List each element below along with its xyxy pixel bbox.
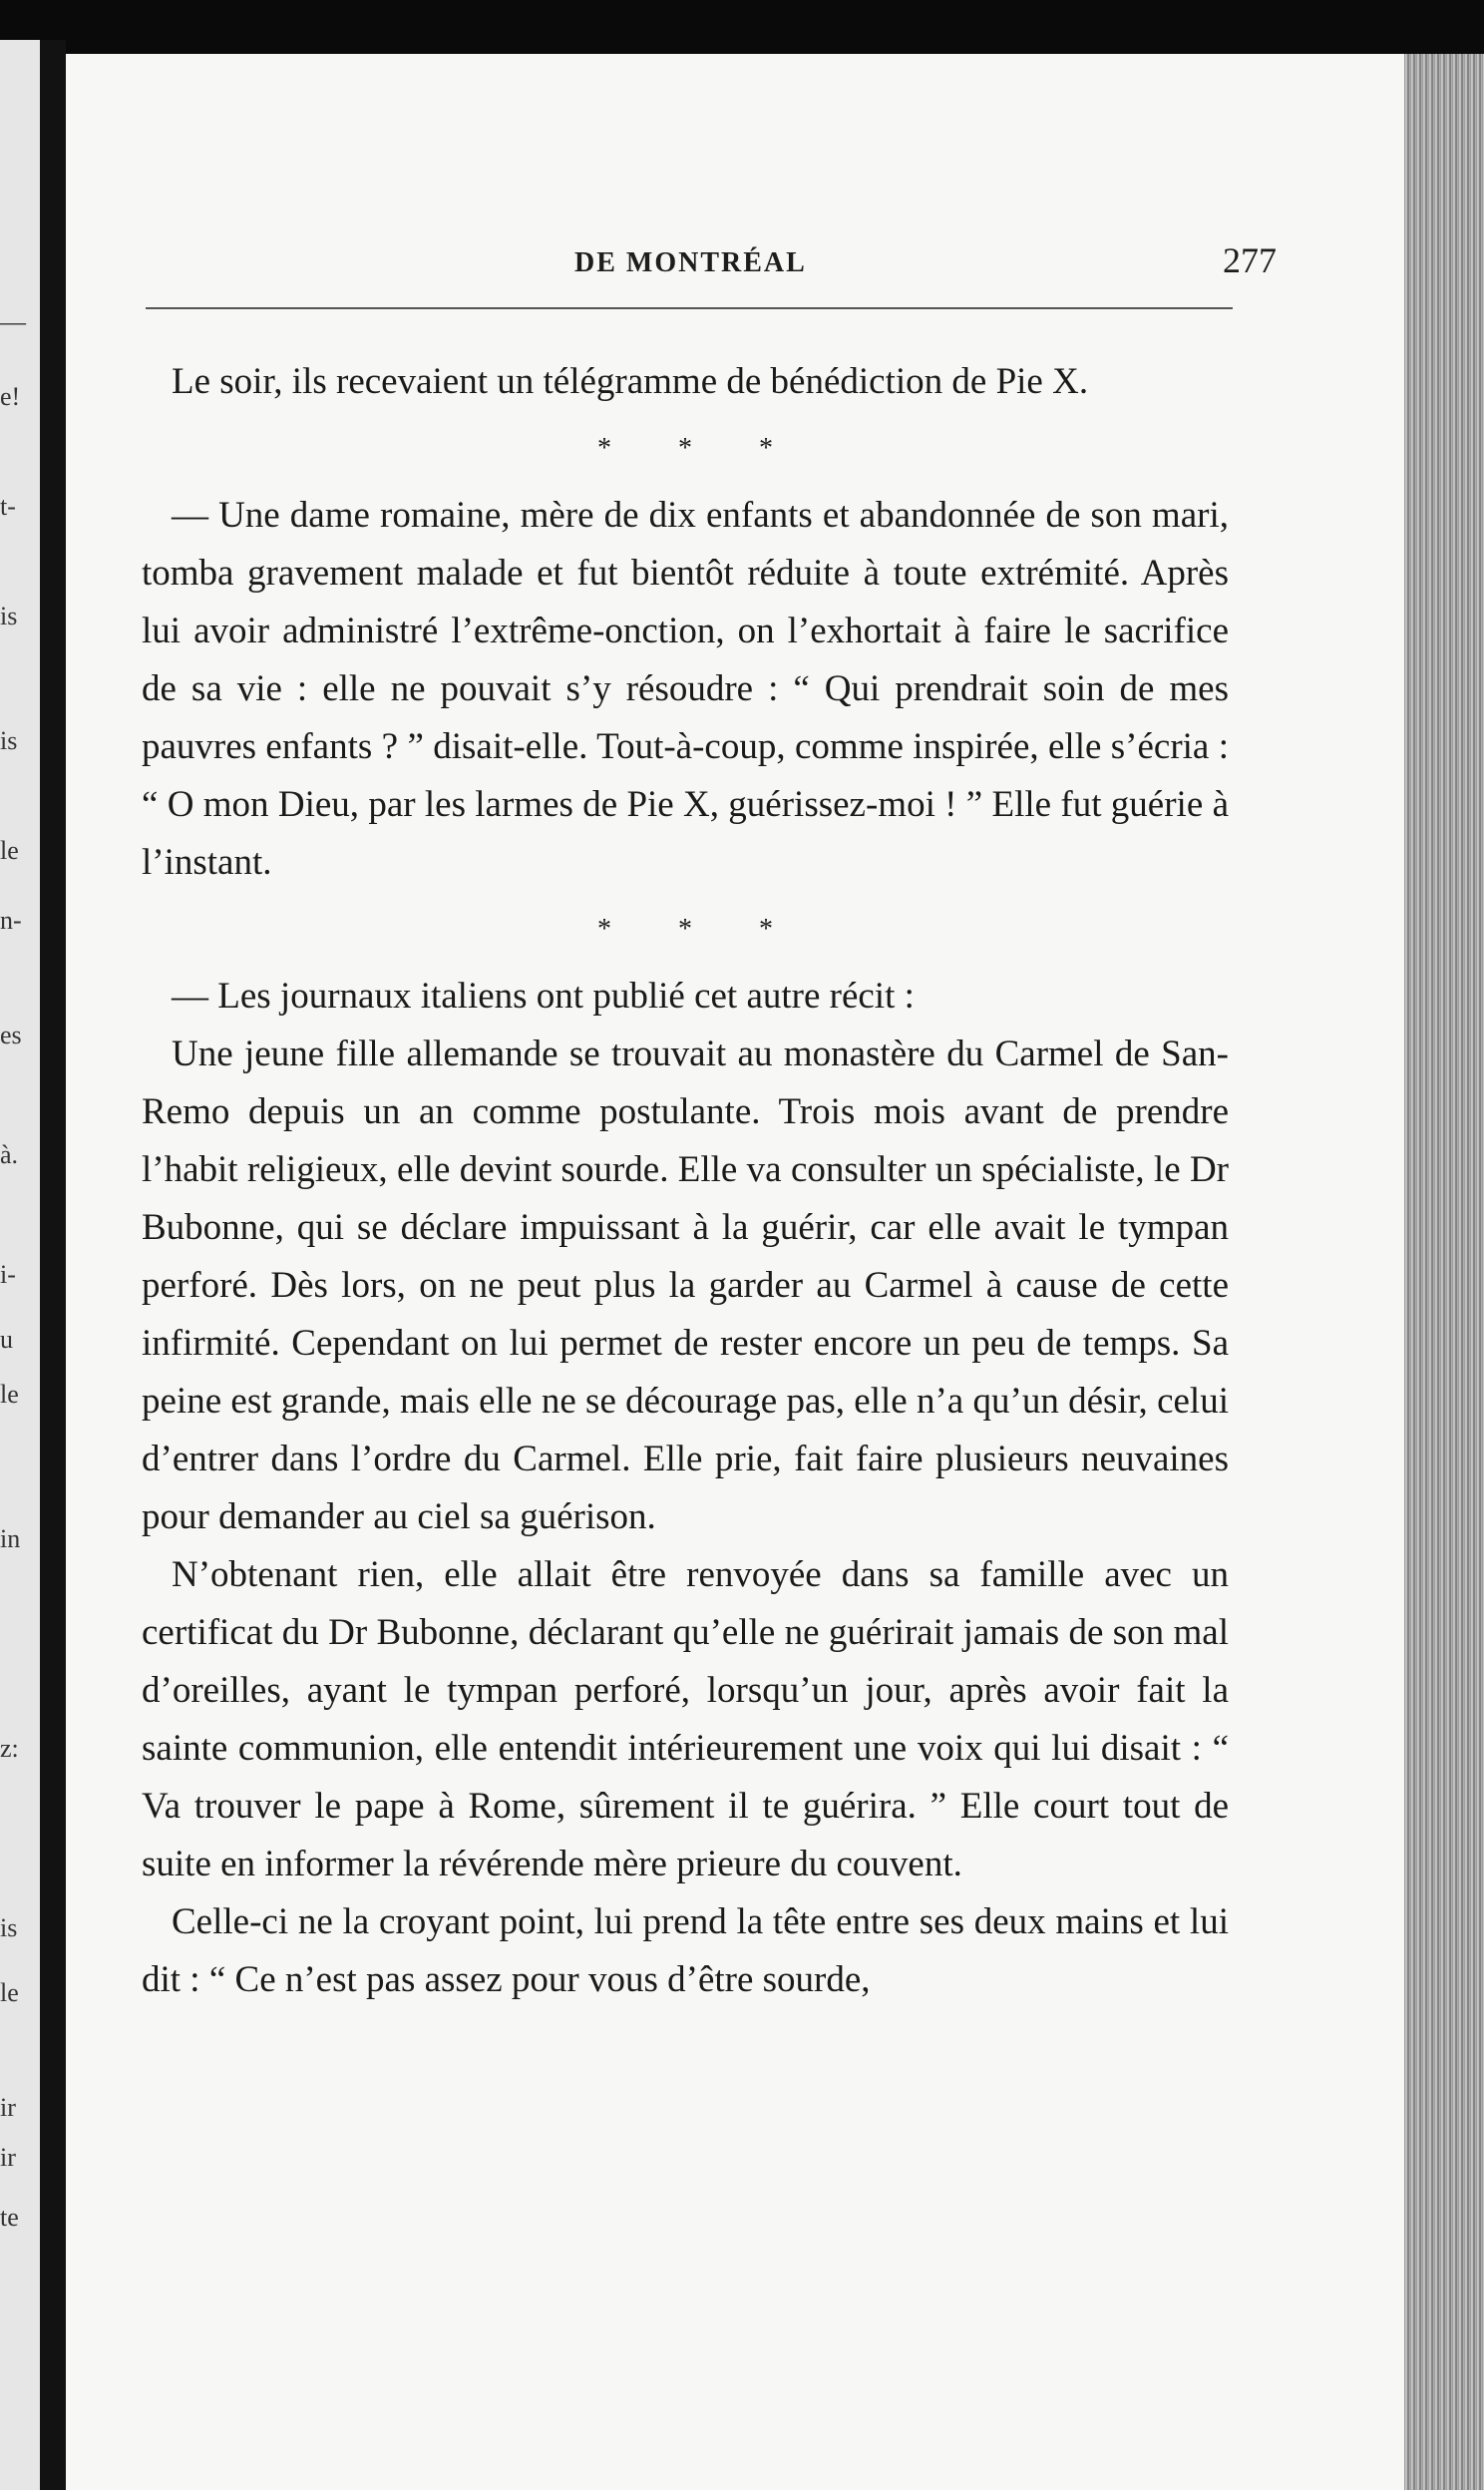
paragraph: — Une dame romaine, mère de dix enfants et abandonnée de son mari, tomba gravement malade et fut bientôt réduite à toute extrémité. Après lui avoir administré l’extrême-onction, on l’exhortait à faire le sacrifice de sa vie : elle ne pouvait s’y résoudre : “ Qui prendrait soin de mes pauvres enfants ? ” disait-elle. Tout-à-coup, comme inspirée, elle s’écria : “ O mon Dieu, par les larmes de Pie X, guérissez-moi ! ” Elle fut guérie à l’instant. <box>142 495 1229 883</box>
facing-page-fragment: t- <box>0 492 16 521</box>
facing-page-fragment: is <box>0 726 18 755</box>
page-number: 277 <box>1223 240 1277 280</box>
facing-page-fragment: — <box>0 307 26 336</box>
paragraph: Une jeune fille allemande se trouvait au monastère du Carmel de San-Remo depuis un an comme postulante. Trois mois avant de prendre l’habit religieux, elle devint sourde. Elle va consulter un spécialiste, le Dr Bubonne, qui se déclare impuissant à la guérir, car elle avait le tympan perforé. Dès lors, on ne peut plus la garder au Carmel à cause de cette infirmité. Cependant on lui permet de rester encore un peu de temps. Sa peine est grande, mais elle ne se décourage pas, elle n’a qu’un désir, celui d’entrer dans l’ordre du Carmel. Elle prie, fait faire plusieurs neuvaines pour demander au ciel sa guérison. <box>142 1034 1229 1537</box>
running-head <box>146 200 1277 280</box>
facing-page-fragment: u <box>0 1325 13 1354</box>
paragraph: Celle-ci ne la croyant point, lui prend la tête entre ses deux mains et lui dit : “ Ce n’est pas assez pour vous d’être sourde, <box>142 1901 1229 2000</box>
page-stack-edge <box>1404 54 1484 2490</box>
body-text <box>142 353 1229 2009</box>
facing-page-fragment: ir <box>0 2093 16 2122</box>
paragraph: — Les journaux italiens ont publié cet autre récit : <box>172 976 915 1017</box>
book-page <box>66 54 1404 2490</box>
facing-page-fragment: i- <box>0 1260 16 1289</box>
facing-page-fragment: ir <box>0 2143 16 2172</box>
facing-page-fragment: le <box>0 1978 19 2007</box>
paragraph: Le soir, ils recevaient un télégramme de bénédiction de Pie X. <box>172 361 1089 402</box>
header-rule <box>146 307 1233 309</box>
facing-page-fragment: te <box>0 2203 19 2232</box>
facing-page-edge <box>0 40 40 2490</box>
scan-top-border <box>0 0 1484 58</box>
facing-page-fragment: à. <box>0 1140 19 1169</box>
facing-page-fragment: le <box>0 836 19 865</box>
facing-page-fragment: n- <box>0 906 22 935</box>
section-asterism: * * * <box>597 914 803 945</box>
facing-page-fragment: in <box>0 1524 21 1553</box>
facing-page-fragment: is <box>0 1913 18 1942</box>
paragraph: N’obtenant rien, elle allait être renvoyée dans sa famille avec un certificat du Dr Bubonne, déclarant qu’elle ne guérirait jamais de son mal d’oreilles, ayant le tympan perforé, lorsqu’un jour, après avoir fait la sainte communion, elle entendit intérieurement une voix qui lui disait : “ Va trouver le pape à Rome, sûrement il te guérira. ” Elle court tout de suite en informer la révérende mère prieure du couvent. <box>142 1554 1229 1884</box>
facing-page-fragment: e! <box>0 382 21 411</box>
running-title: DE MONTRÉAL <box>574 247 807 278</box>
facing-page-fragment: le <box>0 1380 19 1409</box>
section-asterism: * * * <box>597 433 803 464</box>
facing-page-fragment: is <box>0 602 18 630</box>
facing-page-fragment: es <box>0 1021 22 1049</box>
book-gutter <box>40 40 66 2490</box>
facing-page-fragment: z: <box>0 1734 19 1763</box>
